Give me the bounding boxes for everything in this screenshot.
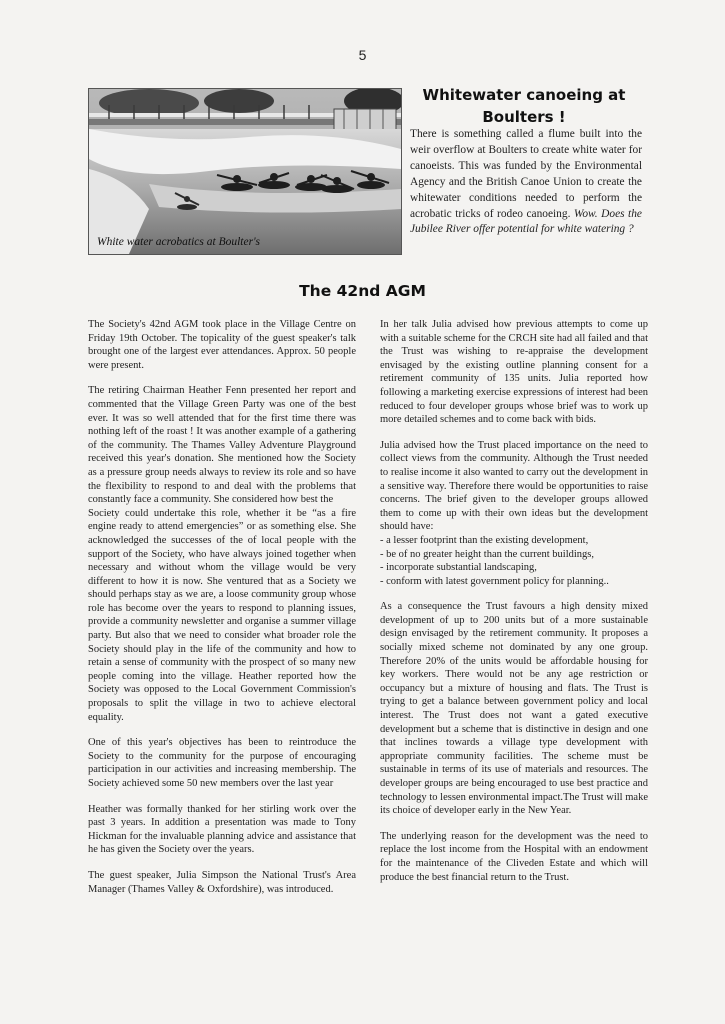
agm-heading: The 42nd AGM — [299, 282, 426, 300]
agm-right-p1: In her talk Julia advised how previous attempts to come up with a suitable scheme for the CRCH site had all failed and that the Trust was wishing to re-appraise the development envisaged by the existing outline planning consent for a retirement community of 135 units. Julia reported how following a marketing exercise expressions of interest had been reduced to four developer groups whose brief was to work up more detailed schemes and to come back with bids. — [380, 319, 648, 426]
canoe-heading-line2: Boulters ! — [482, 108, 566, 126]
canoe-photo-image — [89, 89, 401, 254]
canoe-heading-line1: Whitewater canoeing at — [422, 86, 626, 104]
agm-left-p4: Heather was formally thanked for her stirling work over the past 3 years. In addition a presentation was made to Tony Hickman for the invaluable planning advice and assistance that he has given the Society over the years. — [88, 803, 356, 856]
canoe-photo — [88, 88, 402, 255]
list-item: - a lesser footprint than the existing development, — [380, 534, 589, 546]
agm-left-p1: The Society's 42nd AGM took place in the Village Centre on Friday 19th October. The topicality of the guest speaker's talk brought one of the largest ever attendances. Approx. 50 people were present. — [88, 319, 356, 371]
agm-left-p3: One of this year's objectives has been to reintroduce the Society to the community for the purpose of encouraging participation in our activities and increasing membership. The Society achieved some 50 new members over the last year — [88, 737, 356, 789]
agm-right-p2 — [380, 439, 648, 589]
page-number: 5 — [358, 47, 367, 63]
agm-right-p4: The underlying reason for the development was the need to replace the lost income from the Hospital with an endowment for the maintenance of the Cliveden Estate and which will produce the best financial return to the Trust. — [380, 830, 648, 883]
agm-right-p2-text: Julia advised how the Trust placed importance on the need to collect views from the community. Although the Trust needed to realise income it also wanted to carry out the development in a sensitive way. Therefore there would be opportunities to raise concerns. The brief given to the developer groups allowed them to come up with their own ideas but the development should have: — [380, 439, 648, 533]
agm-left-p2a: The retiring Chairman Heather Fenn presented her report and commented that the Village Green Party was one of the best ever. It was so well attended that for the first time there was nothing left of the roast ! It was another example of a gathering of the community. The Thames Valley Adventure Playground received this year's donation. She mentioned how the Society as a pressure group needs always to review its role and so have the flexibility to respond to and deal with the problems that constantly face a community. She considered how best the — [88, 385, 356, 506]
canoe-heading — [410, 84, 638, 128]
list-item: - conform with latest government policy for planning.. — [380, 575, 609, 587]
agm-left-column — [88, 318, 356, 908]
agm-left-p2b: Society could undertake this role, whether it be “as a fire engine ready to attend emergencies” or as something else. She acknowledged the successes of the of local people with the support of the Society, who have always joined together when necessary and without whom the village would be very different to how it is now. She ventured that as a Society we should perhaps stay as we are, a loose community group whose role has become over the years to respond to planning issues, provide a community newsletter and organise a summer village party. But also that we need to consider what broader role the Society should play in the life of the community and how to retain a sense of community with the prospect of so many new people coming into the village. Heather reported how the Society was opposed to the Local Government Commission's proposals to split the village in two to achieve electoral equality. — [88, 507, 356, 723]
agm-right-column — [380, 318, 648, 896]
canoe-body: There is something called a flume built into the weir overflow at Boulters to create white water for canoeists. This was funded by the Environmental Agency and the British Canoe Union to create the whitewater conditions needed to perform the acrobatic tricks of rodeo canoeing. — [410, 128, 642, 220]
canoe-body-italic: Wow. Does the Jubilee River offer potential for white watering ? — [410, 207, 642, 236]
list-item: - be of no greater height than the current buildings, — [380, 548, 595, 560]
canoe-paragraph — [410, 127, 642, 238]
agm-left-p2 — [88, 384, 356, 724]
agm-left-p5: The guest speaker, Julia Simpson the National Trust's Area Manager (Thames Valley & Oxfordshire), was introduced. — [88, 869, 356, 895]
agm-right-p3: As a consequence the Trust favours a high density mixed development of up to 200 units but of a more sustainable design envisaged by the retirement community. It proposes a socially mixed scheme not dominated by any one group. Therefore 20% of the units would be affordable housing for key workers. There would not be any age restriction or occupancy but a mixture of housing and flats. The Trust is trying to get a balance between government policy and local interest. The Trust does not want a gated executive development but a scheme that is distinctive in design and one that inclines towards a village type development with appropriate community facilities. The scheme must be sustainable in terms of its use of materials and resources. The developer groups are being encouraged to use best practice and technology to lessen environmental impact.The Trust will make its choice of developer early in the New Year. — [380, 601, 648, 817]
photo-caption: White water acrobatics at Boulter's — [97, 236, 261, 248]
list-item: - incorporate substantial landscaping, — [380, 562, 537, 574]
